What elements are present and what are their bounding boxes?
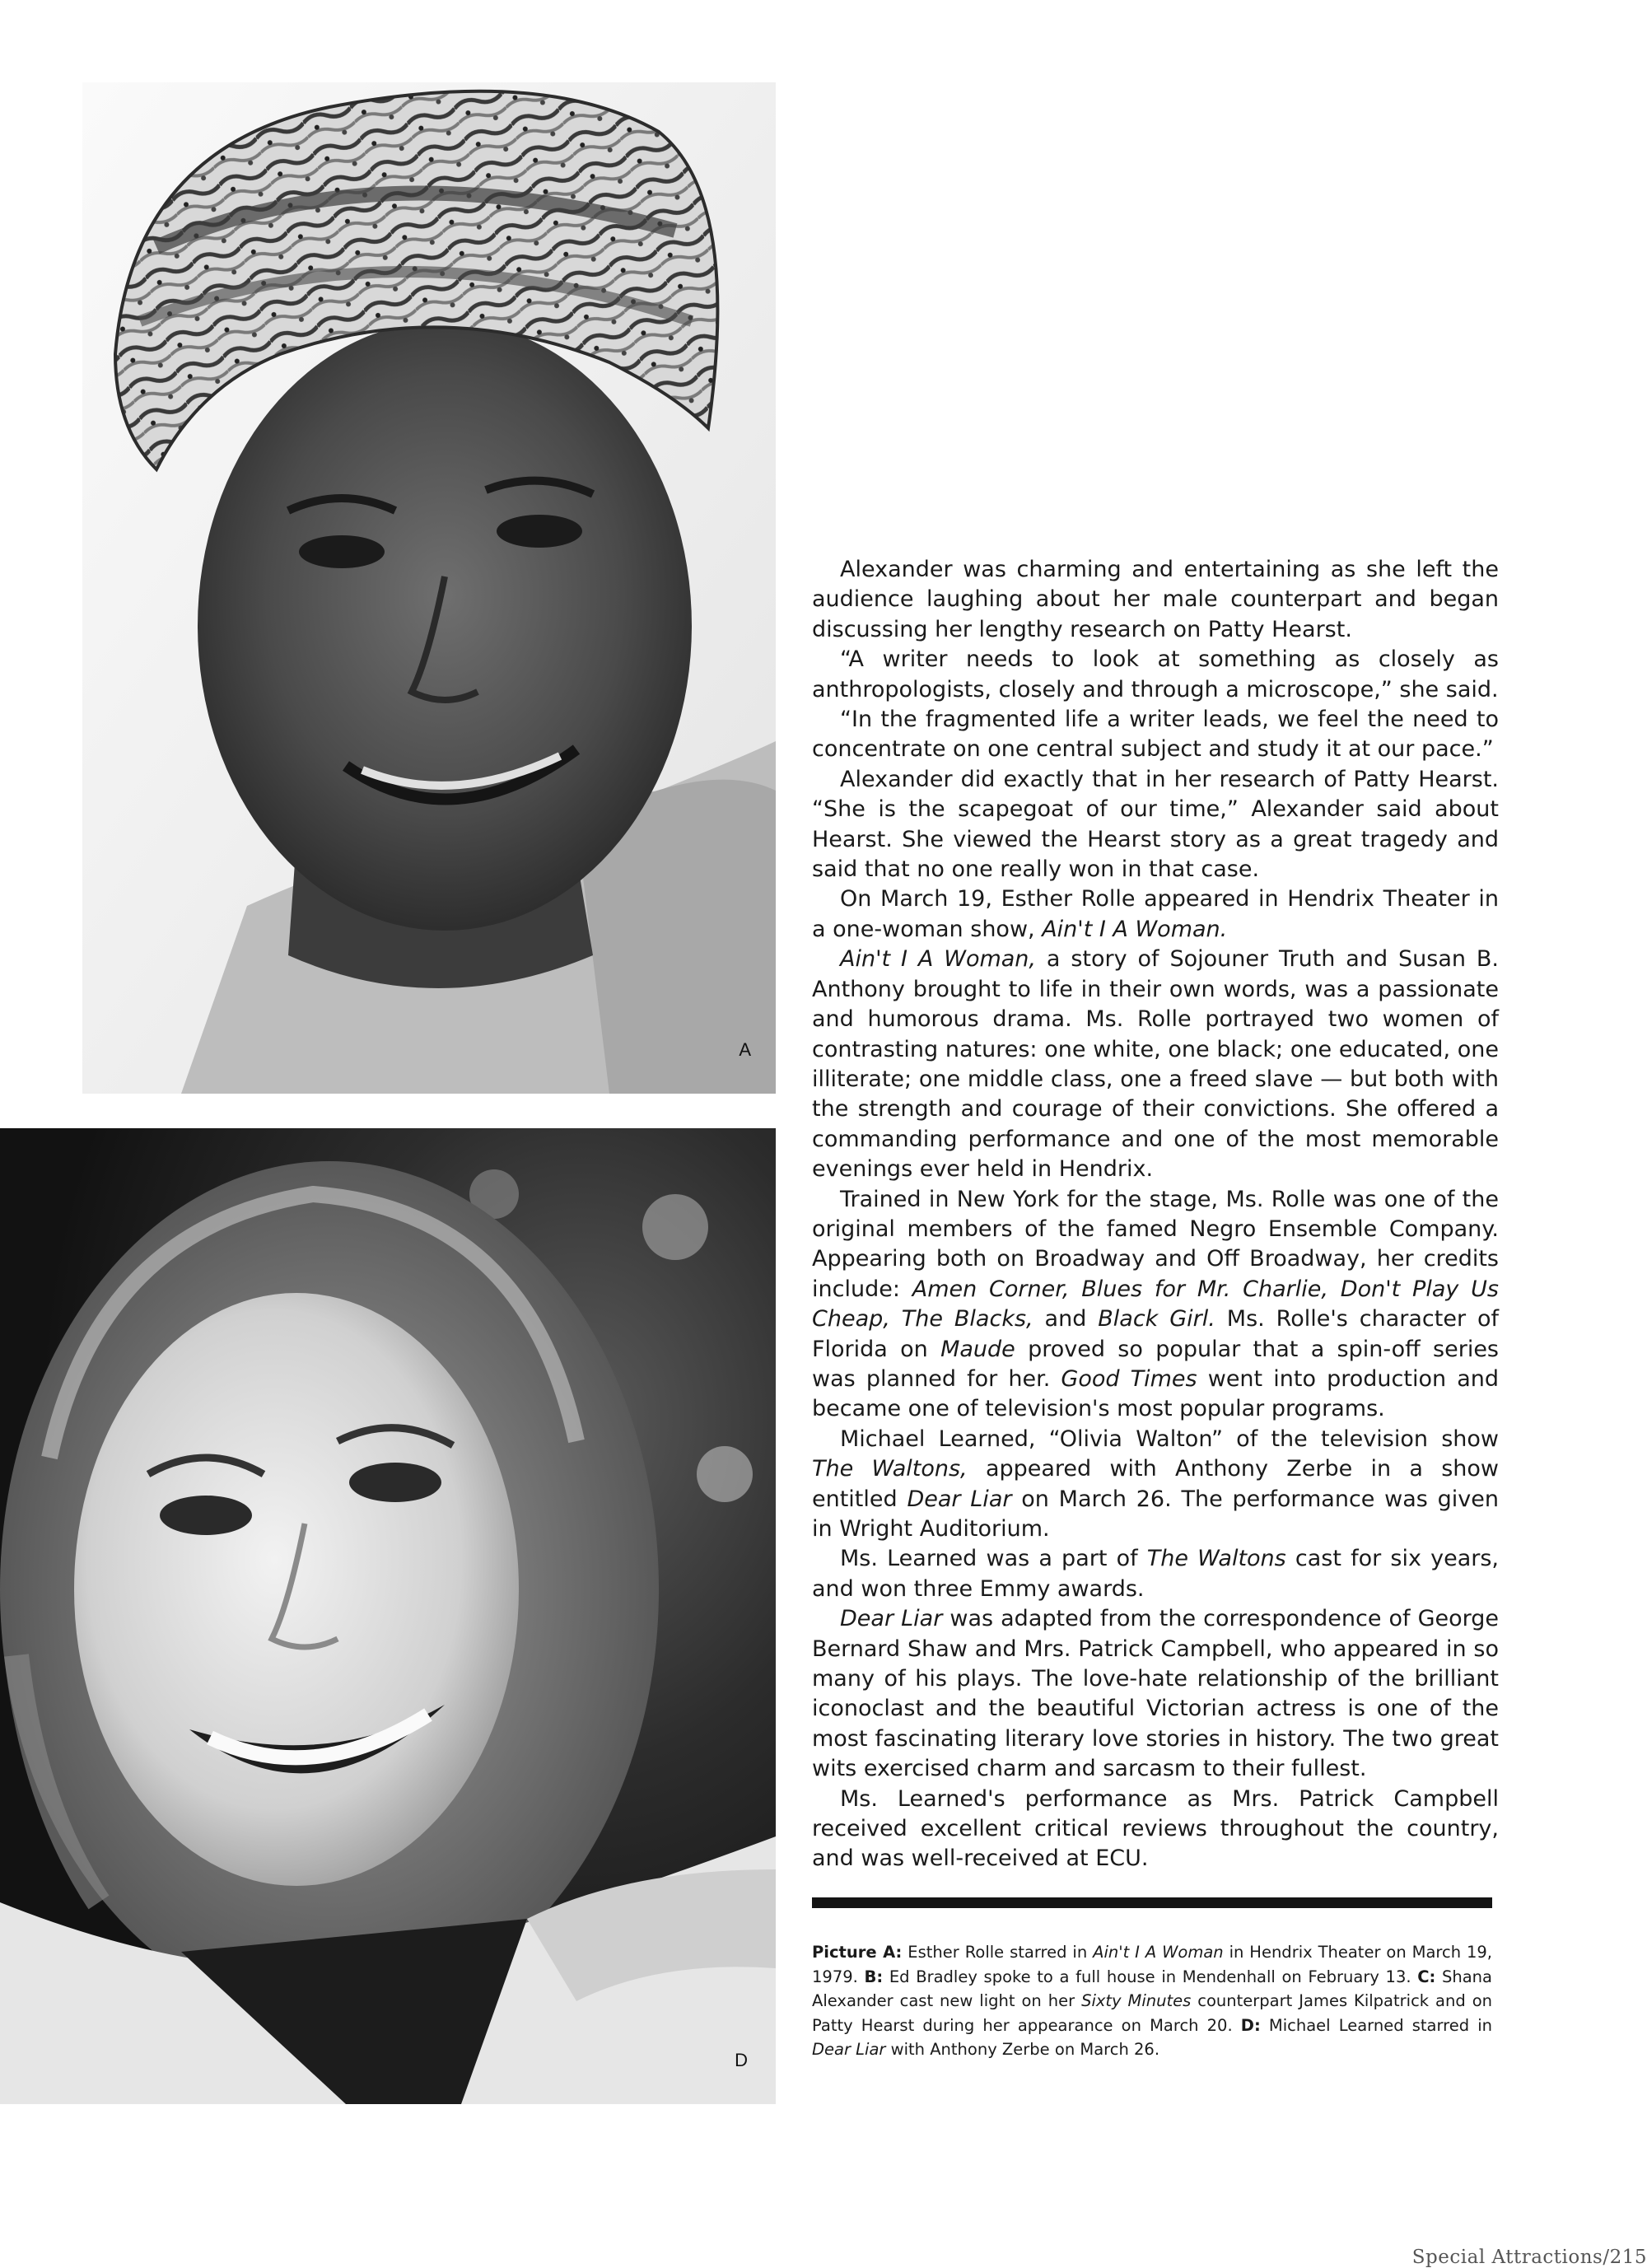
article-body: [812, 555, 1499, 1874]
caption-divider: [812, 1897, 1492, 1908]
caption-text: Esther Rolle starred in: [902, 1943, 1094, 1962]
portrait-photo-smiling-woman-icon: [0, 1128, 776, 2104]
paragraph-text: Trained in New York for the stage, Ms. Rolle was one of the original members of the famed Negro Ensemble Company. Appearing both on Broadway and Off Broadway, her credits include:: [812, 1186, 1499, 1302]
paragraph-text: “In the fragmented life a writer leads, we feel the need to concentrate on one central subject and study it at our pace.”: [812, 707, 1499, 763]
paragraph-text: on March 26. The performance was given in Wright Auditorium.: [812, 1486, 1500, 1542]
caption-text: with Anthony Zerbe on March 26.: [885, 2040, 1160, 2060]
italic-title-text: Dear Liar: [840, 1606, 943, 1632]
caption-text: Michael Learned starred in: [1260, 2015, 1492, 2035]
photo-d-michael-learned: [0, 1128, 776, 2104]
paragraph-text: Alexander did exactly that in her research of Patty Hearst. “She is the scapegoat of our time,” Alexander said about Hearst. She viewed the Hearst story as a great tragedy and said that no one really won in that case.: [812, 766, 1499, 883]
paragraph-text: went into production and became one of television's most popular programs.: [812, 1365, 1499, 1422]
paragraph-text: was adapted from the correspondence of George Bernard Shaw and Mrs. Patrick Campbell, who appeared in so many of his plays. The love-hate relationship of the brilliant iconoclast and the beautiful Victorian actress is one of the most fascinating literary love stories in history. The two great wits exercised charm and sarcasm to their fullest.: [812, 1606, 1499, 1782]
photo-a-esther-rolle: [82, 82, 776, 1094]
italic-title-text: The Waltons,: [812, 1456, 968, 1482]
caption-label: C:: [1417, 1967, 1436, 1986]
article-paragraph: [812, 645, 1499, 705]
italic-title-text: Black Girl.: [1098, 1306, 1215, 1332]
italic-title-text: Dear Liar: [907, 1486, 1012, 1512]
paragraph-text: Alexander was charming and entertaining as she left the audience laughing about her male counterpart and began discussing her lengthy research on Patty Hearst.: [812, 557, 1499, 642]
caption-text: in Hendrix Theater on March 19, 1979.: [812, 1943, 1493, 1986]
article-paragraph: [812, 1785, 1499, 1874]
photo-a-letter: A: [739, 1039, 751, 1060]
paragraph-text: and: [1033, 1306, 1099, 1332]
caption-text: Ed Bradley spoke to a full house in Mendenhall on February 13.: [883, 1967, 1418, 1986]
italic-title-text: Good Times: [1061, 1365, 1197, 1392]
article-paragraph: [812, 1544, 1499, 1604]
caption-text: Shana Alexander cast new light on her: [812, 1967, 1492, 2011]
portrait-photo-woman-head-wrap-icon: [82, 82, 776, 1094]
italic-title-text: Ain't I A Woman.: [1042, 916, 1228, 942]
italic-title-text: Maude: [940, 1336, 1015, 1362]
article-paragraph: [812, 1425, 1499, 1545]
paragraph-text: proved so popular that a spin-off series was planned for her.: [812, 1336, 1499, 1392]
italic-title-text: The Waltons: [1146, 1546, 1286, 1572]
photo-caption: [812, 1940, 1492, 2062]
caption-title-text: Sixty Minutes: [1081, 1991, 1192, 2011]
article-paragraph: [812, 1604, 1499, 1784]
paragraph-text: a story of Sojouner Truth and Susan B. Anthony brought to life in their own words, was a passionate and humorous drama. Ms. Rolle portrayed two women of contrasting natures: one white, one black; one educated, one illiterate; one middle class, one a freed slave — but both with the strength and courage of their convictions. She offered a commanding performance and one of the most memorable evenings ever held in Hendrix.: [812, 946, 1499, 1183]
article-paragraph: [812, 705, 1499, 765]
article-paragraph: [812, 765, 1499, 885]
photo-d-letter: D: [735, 2050, 748, 2070]
caption-label: B:: [864, 1967, 884, 1986]
caption-text: counterpart James Kilpatrick and on Patty Hearst during her appearance on March 20.: [812, 1991, 1492, 2035]
page-folio: Special Attractions/215: [1411, 2247, 1647, 2268]
italic-title-text: Ain't I A Woman,: [840, 946, 1036, 973]
article-paragraph: [812, 1185, 1499, 1425]
article-paragraph: [812, 555, 1499, 645]
article-paragraph: [812, 945, 1499, 1184]
paragraph-text: Ms. Rolle's character of Florida on: [812, 1306, 1499, 1362]
caption-label: Picture A:: [812, 1943, 903, 1962]
paragraph-text: “A writer needs to look at something as closely as anthropologists, closely and through a microscope,” she said.: [812, 646, 1499, 702]
article-paragraph: [812, 884, 1499, 945]
caption-title-text: Dear Liar: [812, 2040, 886, 2060]
paragraph-text: On March 19, Esther Rolle appeared in Hendrix Theater in a one-woman show,: [812, 886, 1499, 942]
paragraph-text: Ms. Learned's performance as Mrs. Patrick Campbell received excellent critical reviews throughout the country, and was well-received at ECU.: [812, 1785, 1499, 1872]
paragraph-text: cast for six years, and won three Emmy awards.: [812, 1546, 1499, 1602]
paragraph-text: Michael Learned, “Olivia Walton” of the television show: [840, 1426, 1499, 1452]
caption-title-text: Ain't I A Woman: [1093, 1943, 1224, 1962]
italic-title-text: Amen Corner, Blues for Mr. Charlie, Don't Play Us Cheap, The Blacks,: [812, 1276, 1499, 1332]
paragraph-text: Ms. Learned was a part of: [840, 1546, 1147, 1572]
caption-label: D:: [1240, 2015, 1261, 2035]
paragraph-text: appeared with Anthony Zerbe in a show entitled: [812, 1456, 1500, 1512]
